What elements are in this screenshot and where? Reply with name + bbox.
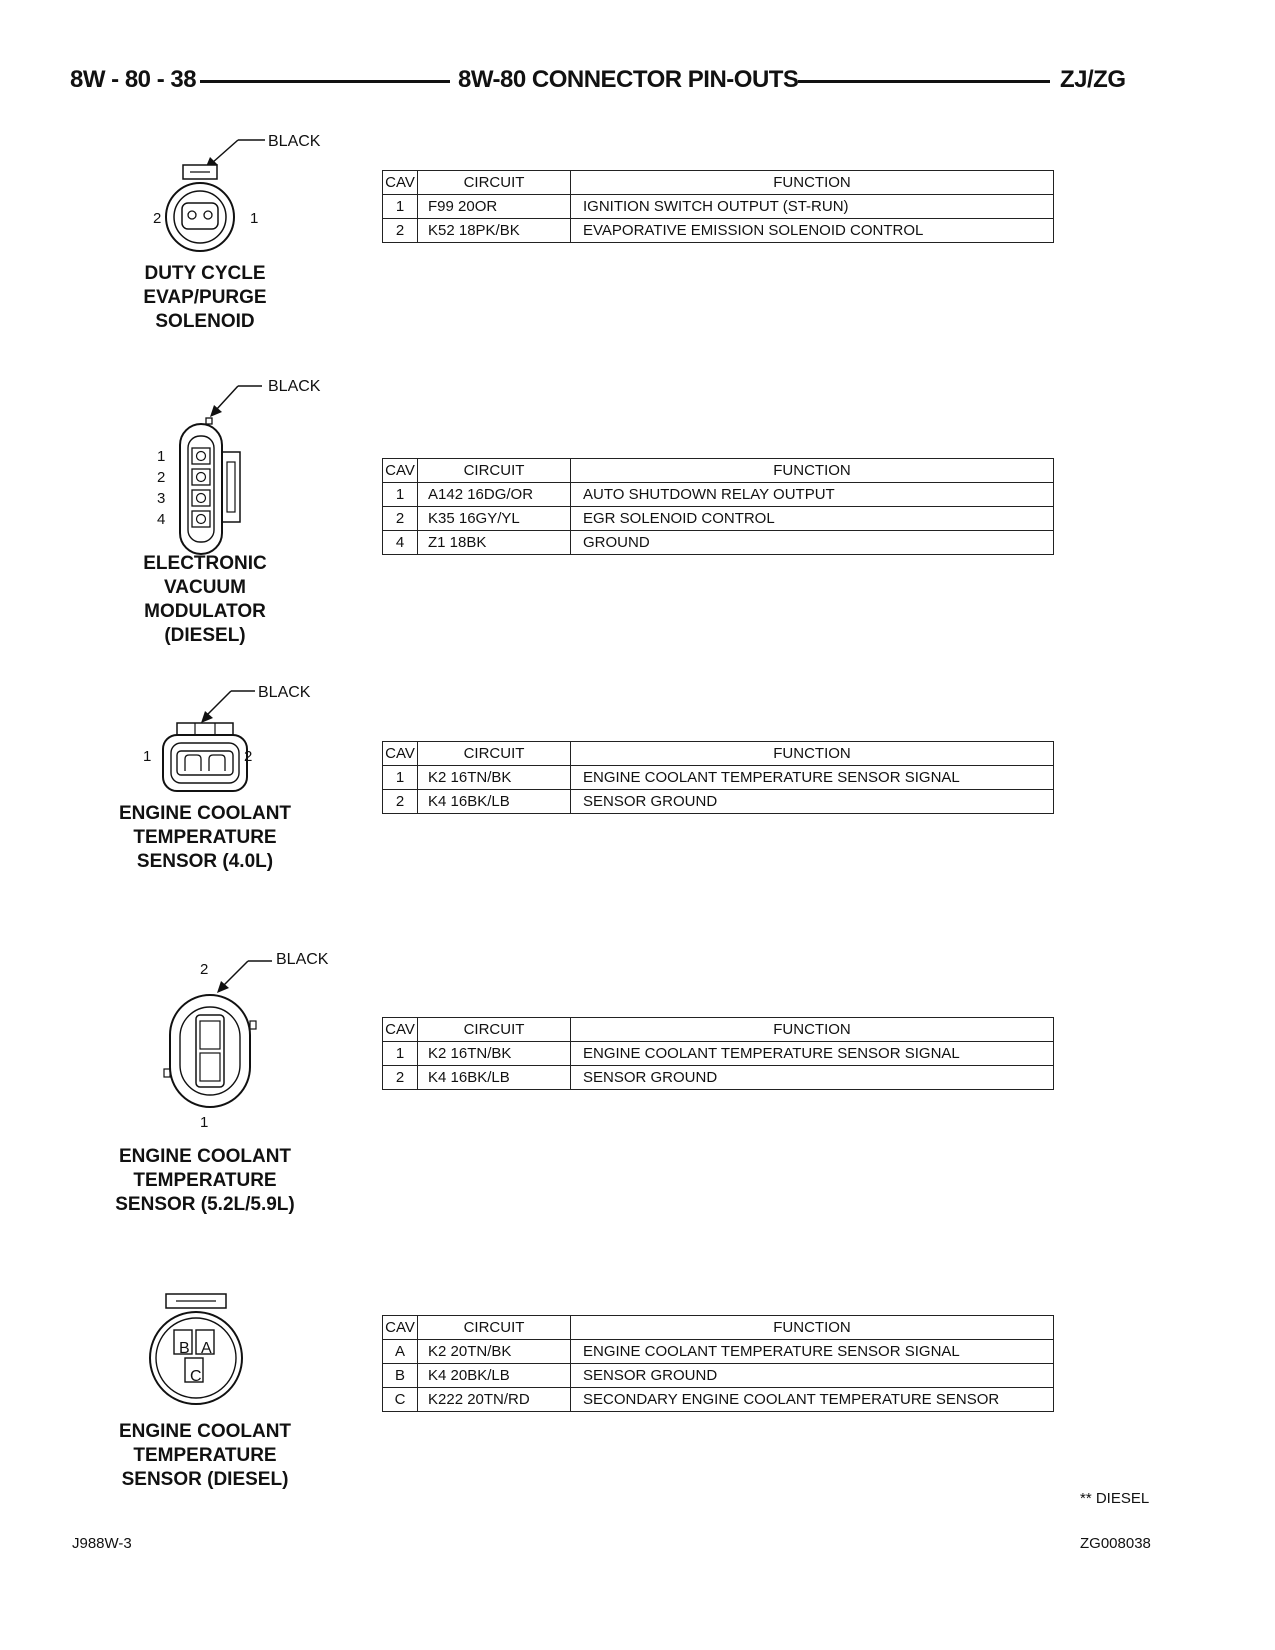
function-cell: SENSOR GROUND [571, 1066, 1054, 1090]
circuit-cell: K35 16GY/YL [418, 507, 571, 531]
circuit-cell: A142 16DG/OR [418, 483, 571, 507]
footer-right-code: ZG008038 [1080, 1535, 1151, 1552]
table-row [383, 1340, 1054, 1364]
header-function: FUNCTION [571, 171, 1054, 195]
connector-name-line: ELECTRONIC [143, 553, 267, 574]
function-cell: SENSOR GROUND [571, 1364, 1054, 1388]
circuit-cell: K2 20TN/BK [418, 1340, 571, 1364]
circuit-cell: K4 16BK/LB [418, 1066, 571, 1090]
pin-label: 2 [244, 748, 253, 765]
function-cell: ENGINE COOLANT TEMPERATURE SENSOR SIGNAL [571, 1042, 1054, 1066]
circuit-cell: K4 16BK/LB [418, 790, 571, 814]
header-circuit: CIRCUIT [418, 1316, 571, 1340]
circuit-cell: K222 20TN/RD [418, 1388, 571, 1412]
table-row [383, 1364, 1054, 1388]
pin-label: 1 [157, 448, 166, 465]
function-cell: SENSOR GROUND [571, 790, 1054, 814]
pinout-table [382, 458, 1054, 555]
pin-label: 4 [157, 511, 166, 528]
connector-name-line: MODULATOR [144, 601, 266, 622]
connector-2pin-round-drawing [150, 135, 270, 255]
cav-cell: 1 [383, 195, 418, 219]
connector-name-line: TEMPERATURE [133, 827, 277, 848]
function-cell: ENGINE COOLANT TEMPERATURE SENSOR SIGNAL [571, 1340, 1054, 1364]
table-row [383, 1066, 1054, 1090]
circuit-cell: F99 20OR [418, 195, 571, 219]
connector-name-line: TEMPERATURE [133, 1170, 277, 1191]
header-rule-right [775, 80, 1050, 83]
table-row [383, 219, 1054, 243]
connector-name-line: SOLENOID [155, 311, 255, 332]
connector-name-line: (DIESEL) [164, 625, 246, 646]
cav-cell: 1 [383, 483, 418, 507]
connector-name-line: VACUUM [164, 577, 246, 598]
table-row [383, 531, 1054, 555]
pinout-table [382, 1315, 1054, 1412]
function-cell: GROUND [571, 531, 1054, 555]
table-row [383, 1388, 1054, 1412]
connector-name-line: ENGINE COOLANT [118, 803, 292, 824]
circuit-cell: K52 18PK/BK [418, 219, 571, 243]
table-header-row [383, 171, 1054, 195]
pin-label: 3 [157, 490, 166, 507]
connector-2pin-square-drawing [155, 685, 275, 795]
connector-color-label: BLACK [276, 951, 329, 968]
connector-name [100, 1420, 310, 1492]
header-function: FUNCTION [571, 742, 1054, 766]
connector-name-line: SENSOR (5.2L/5.9L) [115, 1194, 295, 1215]
pin-label: 2 [200, 961, 209, 978]
header-circuit: CIRCUIT [418, 1018, 571, 1042]
connector-name-line: SENSOR (DIESEL) [121, 1469, 289, 1490]
table-row [383, 1042, 1054, 1066]
cav-cell: B [383, 1364, 418, 1388]
function-cell: AUTO SHUTDOWN RELAY OUTPUT [571, 483, 1054, 507]
pin-label: 2 [153, 210, 162, 227]
connector-name [100, 552, 310, 648]
connector-name [100, 1145, 310, 1217]
cav-cell: A [383, 1340, 418, 1364]
table-row [383, 766, 1054, 790]
connector-name-line: ENGINE COOLANT [118, 1421, 292, 1442]
header-rule-left [200, 80, 450, 83]
function-cell: EGR SOLENOID CONTROL [571, 507, 1054, 531]
connector-name-line: EVAP/PURGE [143, 287, 267, 308]
pin-label: C [190, 1368, 202, 1385]
connector-name [100, 262, 310, 334]
connector-name-line: SENSOR (4.0L) [136, 851, 274, 872]
circuit-cell: K2 16TN/BK [418, 766, 571, 790]
table-row [383, 790, 1054, 814]
function-cell: IGNITION SWITCH OUTPUT (ST-RUN) [571, 195, 1054, 219]
pinout-table [382, 170, 1054, 243]
header-function: FUNCTION [571, 1316, 1054, 1340]
function-cell: SECONDARY ENGINE COOLANT TEMPERATURE SENSOR [571, 1388, 1054, 1412]
diesel-note: ** DIESEL [1080, 1490, 1150, 1507]
pin-label: 1 [200, 1114, 209, 1131]
table-row [383, 507, 1054, 531]
pinout-table [382, 1017, 1054, 1090]
pin-label: 2 [157, 469, 166, 486]
table-header-row [383, 459, 1054, 483]
connector-name-line: TEMPERATURE [133, 1445, 277, 1466]
connector-color-label: BLACK [258, 684, 311, 701]
cav-cell: 1 [383, 1042, 418, 1066]
header-cav: CAV [383, 742, 418, 766]
connector-name-line: DUTY CYCLE [144, 263, 266, 284]
header-function: FUNCTION [571, 459, 1054, 483]
cav-cell: 2 [383, 790, 418, 814]
pin-label: A [201, 1340, 212, 1357]
pin-label: B [179, 1340, 190, 1357]
connector-color-label: BLACK [268, 378, 321, 395]
table-header-row [383, 742, 1054, 766]
page-title: 8W-80 CONNECTOR PIN-OUTS [458, 66, 799, 93]
cav-cell: 2 [383, 507, 418, 531]
circuit-cell: Z1 18BK [418, 531, 571, 555]
cav-cell: 4 [383, 531, 418, 555]
connector-color-label: BLACK [268, 133, 321, 150]
connector-4pin-oval-drawing [170, 380, 280, 560]
page-header [70, 62, 1155, 98]
header-circuit: CIRCUIT [418, 459, 571, 483]
header-cav: CAV [383, 171, 418, 195]
header-cav: CAV [383, 459, 418, 483]
header-circuit: CIRCUIT [418, 171, 571, 195]
footer-left-code: J988W-3 [72, 1535, 132, 1552]
pinout-table [382, 741, 1054, 814]
table-row [383, 195, 1054, 219]
connector-2pin-oval-drawing [160, 955, 285, 1115]
table-header-row [383, 1018, 1054, 1042]
cav-cell: C [383, 1388, 418, 1412]
model-code: ZJ/ZG [1060, 66, 1126, 93]
header-cav: CAV [383, 1316, 418, 1340]
function-cell: ENGINE COOLANT TEMPERATURE SENSOR SIGNAL [571, 766, 1054, 790]
header-function: FUNCTION [571, 1018, 1054, 1042]
table-header-row [383, 1316, 1054, 1340]
circuit-cell: K2 16TN/BK [418, 1042, 571, 1066]
pin-label: 1 [143, 748, 152, 765]
header-circuit: CIRCUIT [418, 742, 571, 766]
connector-name [100, 802, 310, 874]
pin-label: 1 [250, 210, 259, 227]
header-cav: CAV [383, 1018, 418, 1042]
cav-cell: 2 [383, 1066, 418, 1090]
page-number: 8W - 80 - 38 [70, 66, 197, 93]
circuit-cell: K4 20BK/LB [418, 1364, 571, 1388]
cav-cell: 1 [383, 766, 418, 790]
function-cell: EVAPORATIVE EMISSION SOLENOID CONTROL [571, 219, 1054, 243]
table-row [383, 483, 1054, 507]
cav-cell: 2 [383, 219, 418, 243]
connector-name-line: ENGINE COOLANT [118, 1146, 292, 1167]
